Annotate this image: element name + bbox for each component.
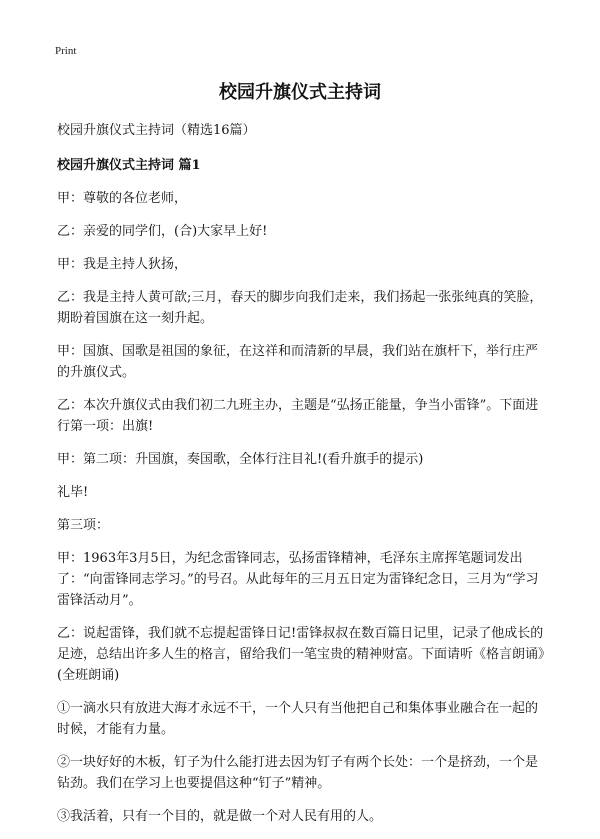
paragraph: 甲：尊敬的各位老师， [57,191,188,206]
section-heading: 校园升旗仪式主持词 篇1 [57,158,201,173]
paragraph: 甲：我是主持人狄扬， [57,257,188,272]
paragraph: 乙：说起雷锋，我们就不忘提起雷锋日记!雷锋叔叔在数百篇日记里，记录了他成长的足迹，总结出许多人生的格言，留给我们一笔宝贵的精神财富。下面请听《格言朗诵》(全班朗诵) [57,626,545,683]
document-title: 校园升旗仪式主持词 [219,82,381,103]
paragraph: 乙：亲爱的同学们，(合)大家早上好! [57,224,268,239]
paragraph: 第三项： [57,518,110,533]
paragraph: 礼毕! [57,485,89,500]
paragraph: ③我活着，只有一个目的，就是做一个对人民有用的人。 [57,809,383,824]
paragraph: 甲：国旗、国歌是祖国的象征，在这祥和而清新的早晨，我们站在旗杆下，举行庄严的升旗仪式。 [57,344,539,380]
paragraph: ①一滴水只有放进大海才永远不干，一个人只有当他把自己和集体事业融合在一起的时候，才能有力量。 [57,701,539,737]
print-label: Print [55,45,77,57]
paragraph: 甲：1963年3月5日，为纪念雷锋同志，弘扬雷锋精神，毛泽东主席挥笔题词发出了：“向雷锋同志学习。”的号召。从此每年的三月五日定为雷锋纪念日，三月为“学习雷锋活动月”。 [57,551,539,608]
paragraph: 乙：本次升旗仪式由我们初二九班主办，主题是“弘扬正能量，争当小雷锋”。下面进行第一项：出旗! [57,398,539,434]
document-subtitle: 校园升旗仪式主持词（精选16篇） [57,123,256,138]
paragraph: 甲：第二项：升国旗，奏国歌，全体行注目礼!(看升旗手的提示) [57,452,424,467]
paragraph: ②一块好好的木板，钉子为什么能打进去因为钉子有两个长处：一个是挤劲，一个是钻劲。我们在学习上也要提倡这种“钉子”精神。 [57,755,539,791]
paragraph: 乙：我是主持人黄可歆;三月，春天的脚步向我们走来，我们扬起一张张纯真的笑脸，期盼着国旗在这一刻升起。 [57,290,543,326]
document-body [57,120,547,839]
